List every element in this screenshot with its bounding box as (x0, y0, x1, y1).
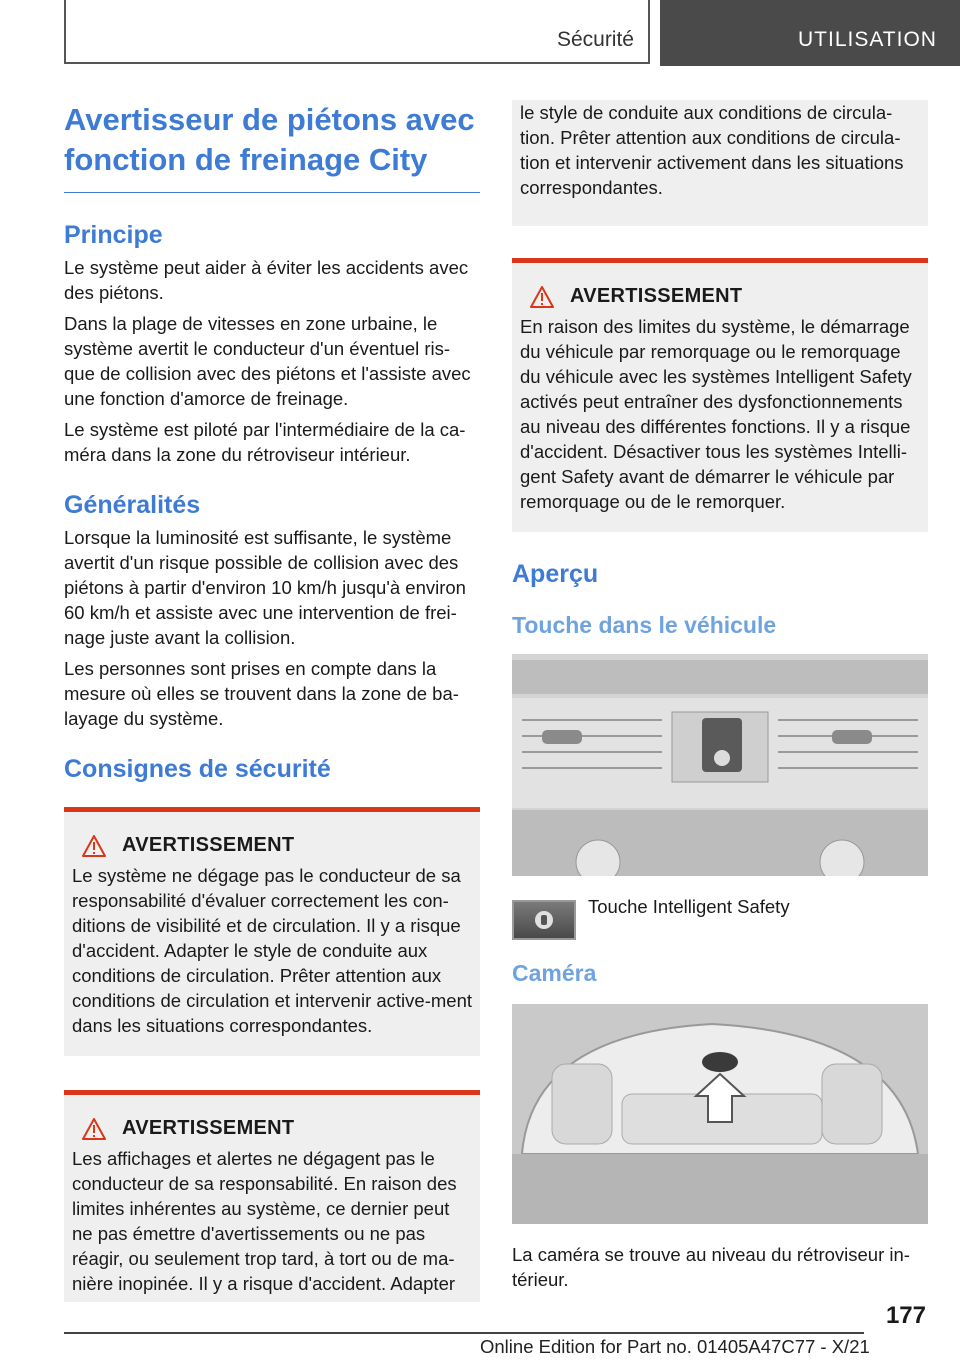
principe-paragraph-3: Le système est piloté par l'intermédiaire de la ca-méra dans la zone du rétroviseur intérieur. (64, 419, 466, 465)
page-title: Avertisseur de piétons avec fonction de freinage City (64, 100, 480, 193)
warning-triangle-icon (82, 835, 106, 857)
warning-box-1 (64, 807, 480, 1056)
right-column (512, 100, 928, 1298)
footer-edition: Online Edition for Part no. 01405A47C77 - X/21 (480, 1336, 870, 1357)
dashboard-illustration (512, 654, 928, 876)
header-chapter-label: UTILISATION (798, 28, 937, 51)
windshield-illustration (512, 1004, 928, 1224)
heading-apercu: Aperçu (512, 560, 599, 588)
header-section-box (64, 0, 650, 64)
heading-generalites: Généralités (64, 491, 201, 519)
warning-title-3: AVERTISSEMENT (570, 285, 743, 307)
principe-paragraph-1: Le système peut aider à éviter les accidents avec des piétons. (64, 257, 469, 303)
heading-principe: Principe (64, 221, 163, 249)
warning-text-1: Le système ne dégage pas le conducteur de sa responsabilité d'évaluer correctement les con-ditions de visibilité et de circulation. Il y a risque d'accident. Adapter le style de conduite aux conditions de circulation. Prêter attention aux conditions de circulation et intervenir active-ment dans les situations correspondantes. (72, 865, 472, 1036)
page-number: 177 (885, 1302, 926, 1329)
button-caption-row (512, 894, 928, 940)
warning-box-3 (512, 258, 928, 532)
warning-triangle-icon (82, 1118, 106, 1140)
footer-rule (64, 1332, 864, 1334)
warning-title-1: AVERTISSEMENT (122, 834, 295, 856)
camera-photo (512, 1004, 928, 1224)
left-column (64, 100, 480, 1302)
dashboard-button-photo (512, 654, 928, 876)
warning-text-3: En raison des limites du système, le démarrage du véhicule par remorquage ou le remorquage du véhicule avec les systèmes Intelligent Safety activés peut entraîner des dysfonctionnements au niveau des différentes fonctions. Il y a risque d'accident. Désactiver tous les systèmes Intelli-gent Safety avant de démarrer le véhicule par remorquage ou de le remorquer. (520, 316, 912, 512)
heading-touche-vehicule: Touche dans le véhicule (512, 612, 777, 638)
warning-text-2-continued: le style de conduite aux conditions de circula-tion. Prêter attention aux conditions de circula-tion et intervenir activement dans les situations correspondantes. (520, 102, 904, 198)
generalites-paragraph-1: Lorsque la luminosité est suffisante, le système avertit d'un risque possible de collision avec des piétons à partir d'environ 10 km/h jusqu'à environ 60 km/h et assiste avec une intervention de frei-nage juste avant la collision. (64, 527, 466, 648)
warning-box-2 (64, 1090, 480, 1302)
intelligent-safety-button-icon (512, 900, 576, 940)
camera-paragraph: La caméra se trouve au niveau du rétroviseur in-térieur. (512, 1244, 910, 1290)
heading-camera: Caméra (512, 960, 597, 986)
generalites-paragraph-2: Les personnes sont prises en compte dans la mesure où elles se trouvent dans la zone de ba-layage du système. (64, 658, 459, 729)
principe-paragraph-2: Dans la plage de vitesses en zone urbaine, le système avertit le conducteur d'un éventuel ris-que de collision avec des piétons et l'assiste avec une fonction d'amorce de freinage. (64, 313, 471, 409)
header-chapter-tab (660, 0, 960, 66)
warning-triangle-icon (530, 286, 554, 308)
warning-box-2-continued (512, 100, 928, 226)
button-caption: Touche Intelligent Safety (588, 896, 790, 917)
warning-title-2: AVERTISSEMENT (122, 1117, 295, 1139)
header-section-label: Sécurité (556, 28, 634, 51)
heading-consignes: Consignes de sécurité (64, 755, 331, 783)
warning-text-2: Les affichages et alertes ne dégagent pas le conducteur de sa responsabilité. En raison des limites inhérentes au système, ce dernier peut ne pas émettre d'avertissements ou ne pas réagir, ou seulement trop tard, à tort ou de ma-nière inopinée. Il y a risque d'accident. Adapter (72, 1148, 457, 1294)
